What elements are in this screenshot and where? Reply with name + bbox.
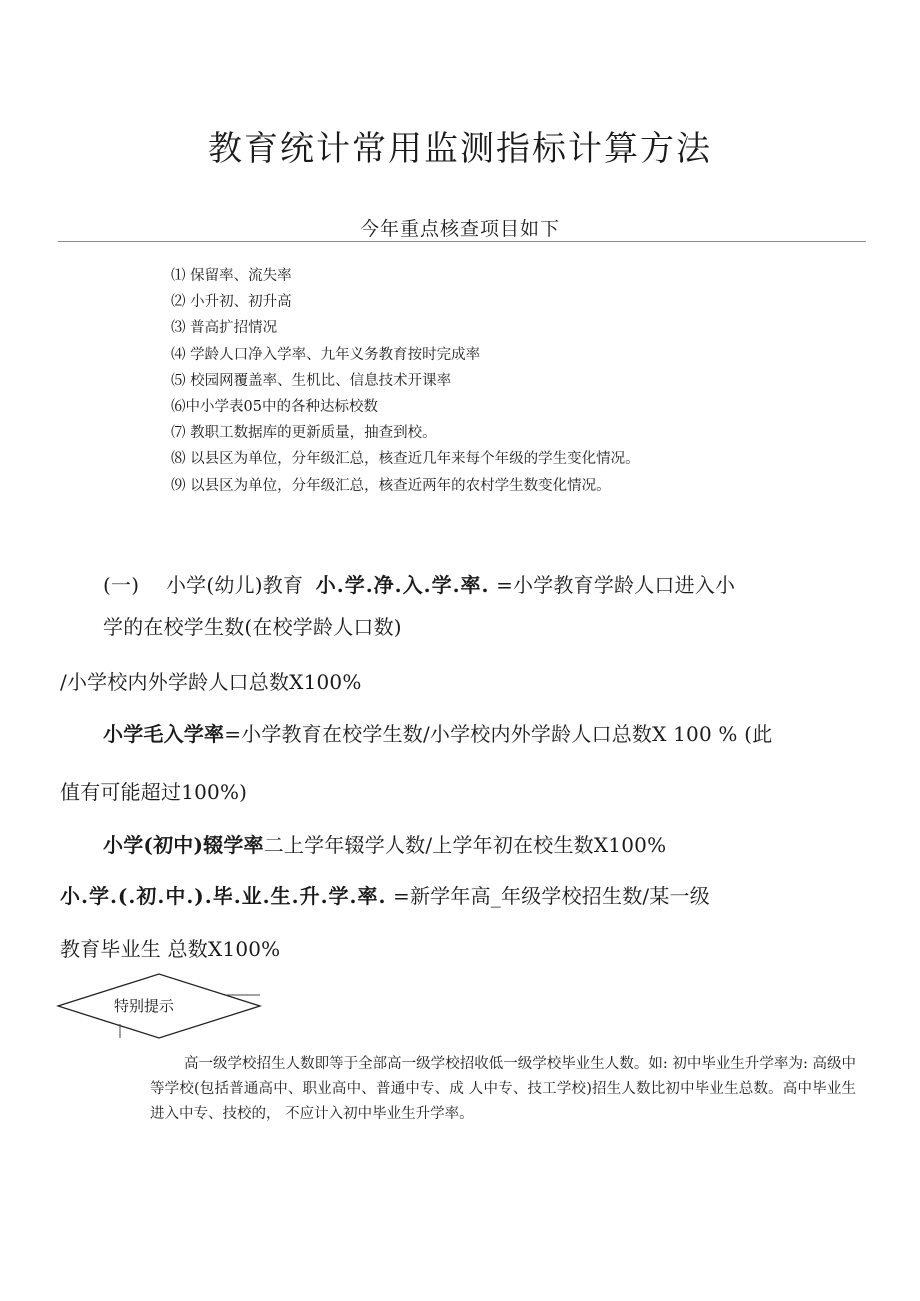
net-enrollment-term: 小.学.净.入.学.率. bbox=[315, 573, 490, 597]
divider bbox=[58, 241, 866, 242]
list-item: ⑻ 以县区为单位，分年级汇总，核查近几年来每个年级的学生变化情况。 bbox=[171, 451, 640, 468]
net-enrollment-formula-cont: /小学校内外学龄人口总数X100% bbox=[60, 670, 362, 694]
promotion-term: 小.学.(.初.中.).毕.业.生.升.学.率. bbox=[60, 884, 387, 908]
section-subtitle: 今年重点核查项目如下 bbox=[359, 218, 560, 240]
gross-enrollment-paragraph bbox=[103, 718, 772, 747]
list-item: ⑶ 普高扩招情况 bbox=[171, 320, 278, 337]
section-heading: (一) 小学(幼儿)教育 bbox=[103, 573, 304, 597]
list-item: ⑺ 教职工数据库的更新质量，抽查到校。 bbox=[171, 425, 437, 442]
page-title: 教育统计常用监测指标计算方法 bbox=[208, 128, 712, 169]
list-item: ⑴ 保留率、流失率 bbox=[171, 268, 292, 284]
special-note-text: 高一级学校招生人数即等于全部高一级学校招收低一级学校毕业生人数。如: 初中毕业生升学率为: 高级中等学校(包括普通高中、职业高中、普通中专、成 人中专、技工学校)招生人数比初中毕业生总数。高中毕业生进入中专、技校的， 不应计入初中毕业生升学率。 bbox=[150, 1056, 856, 1122]
list-item: ⑵ 小升初、初升高 bbox=[171, 294, 292, 311]
gross-enrollment-term: 小学毛入学率 bbox=[103, 722, 225, 746]
promotion-formula-cont: 教育毕业生 总数X100% bbox=[60, 937, 281, 961]
net-enrollment-formula-cont: 学的在校学生数(在校学龄人口数) bbox=[103, 615, 402, 639]
callout-label: 特别提示 bbox=[114, 997, 175, 1015]
net-enrollment-paragraph bbox=[103, 569, 735, 598]
promotion-formula: =新学年高_年级学校招生数/某一级 bbox=[393, 884, 710, 908]
list-item: ⑼ 以县区为单位，分年级汇总，核查近两年的农村学生数变化情况。 bbox=[171, 477, 611, 494]
dropout-paragraph bbox=[103, 829, 666, 858]
gross-enrollment-formula: =小学教育在校学生数/小学校内外学龄人口总数X 100 % (此 bbox=[224, 722, 773, 746]
dropout-formula: 二上学年辍学人数/上学年初在校生数X100% bbox=[263, 833, 667, 857]
checklist bbox=[171, 263, 640, 499]
list-item: ⑹中小学表05中的各种达标校数 bbox=[171, 399, 378, 416]
promotion-paragraph bbox=[60, 880, 710, 909]
list-item: ⑸ 校园网覆盖率、生机比、信息技术开课率 bbox=[171, 372, 452, 389]
gross-enrollment-formula-cont: 值有可能超过100%) bbox=[60, 780, 248, 804]
net-enrollment-formula: =小学教育学龄人口进入小 bbox=[496, 573, 736, 597]
dropout-term: 小学(初中)辍学率 bbox=[103, 833, 264, 857]
list-item: ⑷ 学龄人口净入学率、九年义务教育按时完成率 bbox=[171, 346, 481, 363]
